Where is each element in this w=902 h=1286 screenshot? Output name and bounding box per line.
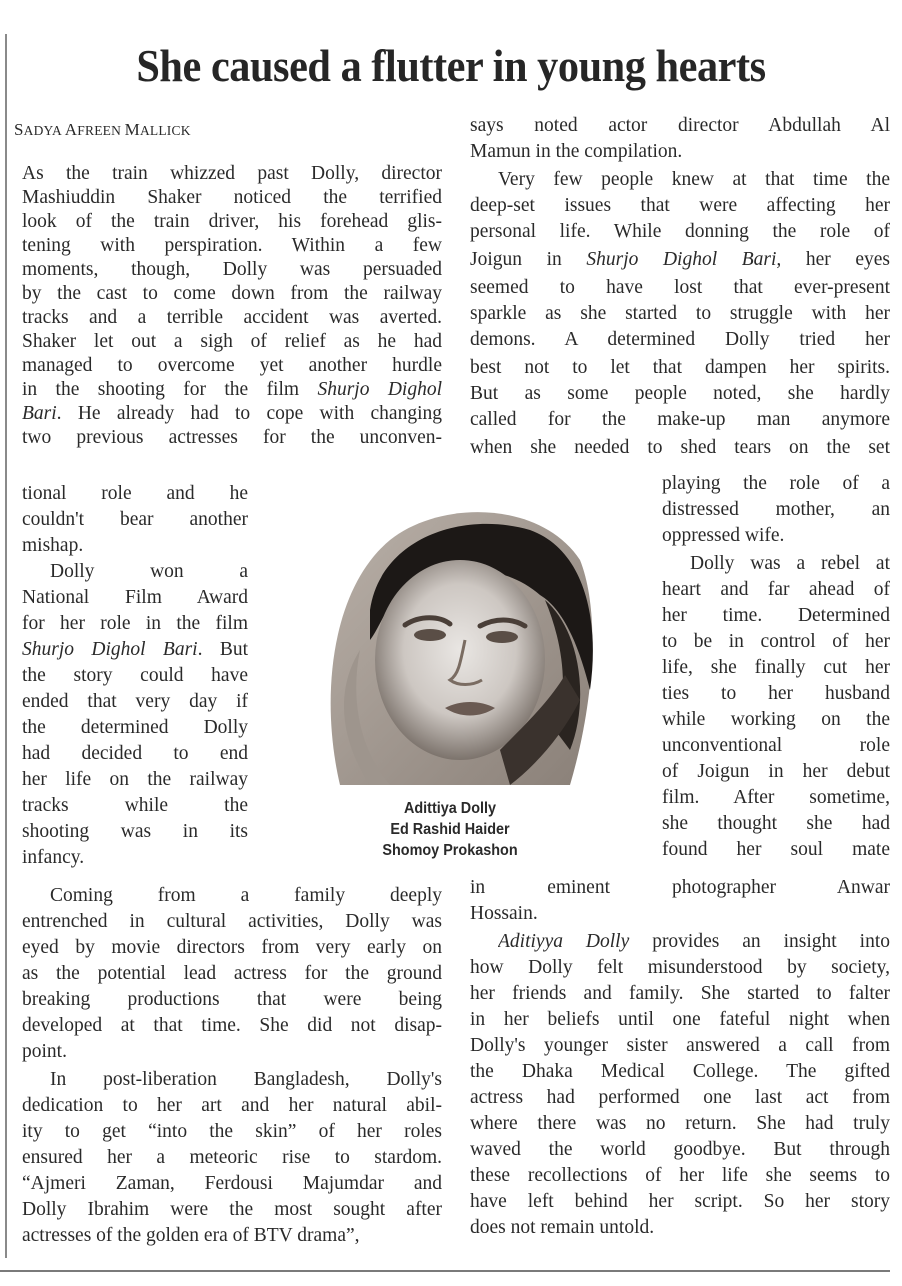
body-text-line: found her soul mate (662, 839, 890, 860)
body-text-line: Shurjo Dighol Bari. But (22, 639, 248, 660)
body-text-line: life, she finally cut her (662, 657, 890, 678)
body-text-line: the determined Dolly (22, 717, 248, 738)
photo-caption (315, 798, 585, 861)
body-text-line: tional role and he (22, 483, 248, 504)
body-text-line: heart and far ahead of (662, 579, 890, 600)
body-text-line: had decided to end (22, 743, 248, 764)
body-text-line: tening with perspiration. Within a few (22, 235, 442, 256)
body-text-line: the story could have (22, 665, 248, 686)
body-text-line: tracks while the (22, 795, 248, 816)
italic-title: Bari (22, 403, 57, 424)
bottom-rule (0, 1270, 890, 1272)
body-text-line: playing the role of a (662, 473, 890, 494)
body-text-line: actresses of the golden era of BTV drama”, (22, 1225, 360, 1246)
body-text-line: how Dolly felt misunderstood by society, (470, 957, 890, 978)
body-text-line: Shaker let out a sigh of relief as he had (22, 331, 442, 352)
caption-publisher: Shomoy Prokashon (382, 842, 518, 859)
body-text-line: actress had performed one last act from (470, 1087, 890, 1108)
body-text-line: dedication to her art and her natural abil- (22, 1095, 442, 1116)
body-text-line: to be in control of her (662, 631, 890, 652)
body-text-line: says noted actor director Abdullah Al (470, 115, 890, 136)
body-text-line: entrenched in cultural activities, Dolly was (22, 911, 442, 932)
body-text-line: Very few people knew at that time the (498, 169, 890, 190)
caption-book-title: Adittiya Dolly (403, 800, 496, 817)
body-text-line: oppressed wife. (662, 525, 785, 546)
body-text-line: eyed by movie directors from very early on (22, 937, 442, 958)
body-text-line: managed to overcome yet another hurdle (22, 355, 442, 376)
body-text-line: when she needed to shed tears on the set (470, 437, 890, 458)
portrait-image (300, 500, 600, 785)
body-text-line: these recollections of her life she seems to (470, 1165, 890, 1186)
italic-title: Shurjo Dighol (299, 379, 442, 400)
body-text-line: Dolly's younger sister answered a call from (470, 1035, 890, 1056)
body-text-line: while working on the (662, 709, 890, 730)
body-text-line: Joigun in Shurjo Dighol Bari, her eyes (470, 249, 890, 270)
body-text-line: does not remain untold. (470, 1217, 655, 1238)
body-text-line: Aditiyya Dolly provides an insight into (498, 931, 890, 952)
body-text-line: breaking productions that were being (22, 989, 442, 1010)
body-text-line: Mamun in the compilation. (470, 141, 683, 162)
body-text-line: deep-set issues that were affecting her (470, 195, 890, 216)
body-text-line: as the potential lead actress for the ground (22, 963, 442, 984)
body-text-line: in the shooting for the film Shurjo Dighol (22, 379, 442, 400)
body-text-line: “Ajmeri Zaman, Ferdousi Majumdar and (22, 1173, 442, 1194)
headline: She caused a flutter in young hearts (136, 40, 766, 91)
body-text-line: called for the make-up man anymore (470, 409, 890, 430)
body-text-line: moments, though, Dolly was persuaded (22, 259, 442, 280)
body-text-line: Dolly won a (50, 561, 248, 582)
body-text-line: unconventional role (662, 735, 890, 756)
body-text-line: Dolly Ibrahim were the most sought after (22, 1199, 442, 1220)
body-text-line: the Dhaka Medical College. The gifted (470, 1061, 890, 1082)
body-text-line: shooting was in its (22, 821, 248, 842)
body-text-line: National Film Award (22, 587, 248, 608)
body-text-line: of Joigun in her debut (662, 761, 890, 782)
italic-title: Shurjo Dighol Bari, (586, 249, 806, 270)
body-text-line: Hossain. (470, 903, 538, 924)
body-text-line: developed at that time. She did not disap- (22, 1015, 442, 1036)
body-text-line: sparkle as she started to struggle with her (470, 303, 890, 324)
body-text-line: couldn't bear another (22, 509, 248, 530)
body-text-line: ity to get “into the skin” of her roles (22, 1121, 442, 1142)
body-text-line: infancy. (22, 847, 85, 868)
body-text-line: Dolly was a rebel at (690, 553, 890, 574)
column-rule-left (5, 34, 7, 1258)
body-text-line: distressed mother, an (662, 499, 890, 520)
italic-title: Shurjo Dighol Bari (22, 639, 198, 660)
body-text-line: Coming from a family deeply (50, 885, 442, 906)
body-text-line: point. (22, 1041, 67, 1062)
body-text-line: two previous actresses for the unconven- (22, 427, 442, 448)
body-text-line: in eminent photographer Anwar (470, 877, 890, 898)
body-text-line: tracks and a terrible accident was averted. (22, 307, 442, 328)
body-text-line: where there was no return. She had truly (470, 1113, 890, 1134)
body-text-line: film. After sometime, (662, 787, 890, 808)
body-text-line: look of the train driver, his forehead glis- (22, 211, 442, 232)
byline (14, 120, 191, 140)
body-text-line: her life on the railway (22, 769, 248, 790)
body-text-line: Mashiuddin Shaker noticed the terrified (22, 187, 442, 208)
body-text-line: personal life. While donning the role of (470, 221, 890, 242)
body-text-line: mishap. (22, 535, 84, 556)
body-text-line: for her role in the film (22, 613, 248, 634)
body-text-line: seemed to have lost that ever-present (470, 277, 890, 298)
byline-author: SADYA AFREEN MALLICK (14, 120, 191, 139)
body-text-line: waved the world goodbye. But through (470, 1139, 890, 1160)
body-text-line: ties to her husband (662, 683, 890, 704)
body-text-line: her time. Determined (662, 605, 890, 626)
body-text-line: best not to let that dampen her spirits. (470, 357, 890, 378)
body-text-line: Bari. He already had to cope with changing (22, 403, 442, 424)
body-text-line: In post-liberation Bangladesh, Dolly's (50, 1069, 442, 1090)
italic-title: Aditiyya Dolly (498, 931, 630, 952)
body-text-line: her friends and family. She started to falter (470, 983, 890, 1004)
body-text-line: As the train whizzed past Dolly, director (22, 163, 442, 184)
body-text-line: ended that very day if (22, 691, 248, 712)
body-text-line: she thought she had (662, 813, 890, 834)
body-text-line: by the cast to come down from the railway (22, 283, 442, 304)
body-text-line: But as some people noted, she hardly (470, 383, 890, 404)
body-text-line: demons. A determined Dolly tried her (470, 329, 890, 350)
body-text-line: in her beliefs until one fateful night when (470, 1009, 890, 1030)
caption-editor: Ed Rashid Haider (390, 821, 510, 838)
portrait-photo (300, 500, 600, 785)
body-text-line: ensured her a meteoric rise to stardom. (22, 1147, 442, 1168)
body-text-line: have left behind her script. So her story (470, 1191, 890, 1212)
